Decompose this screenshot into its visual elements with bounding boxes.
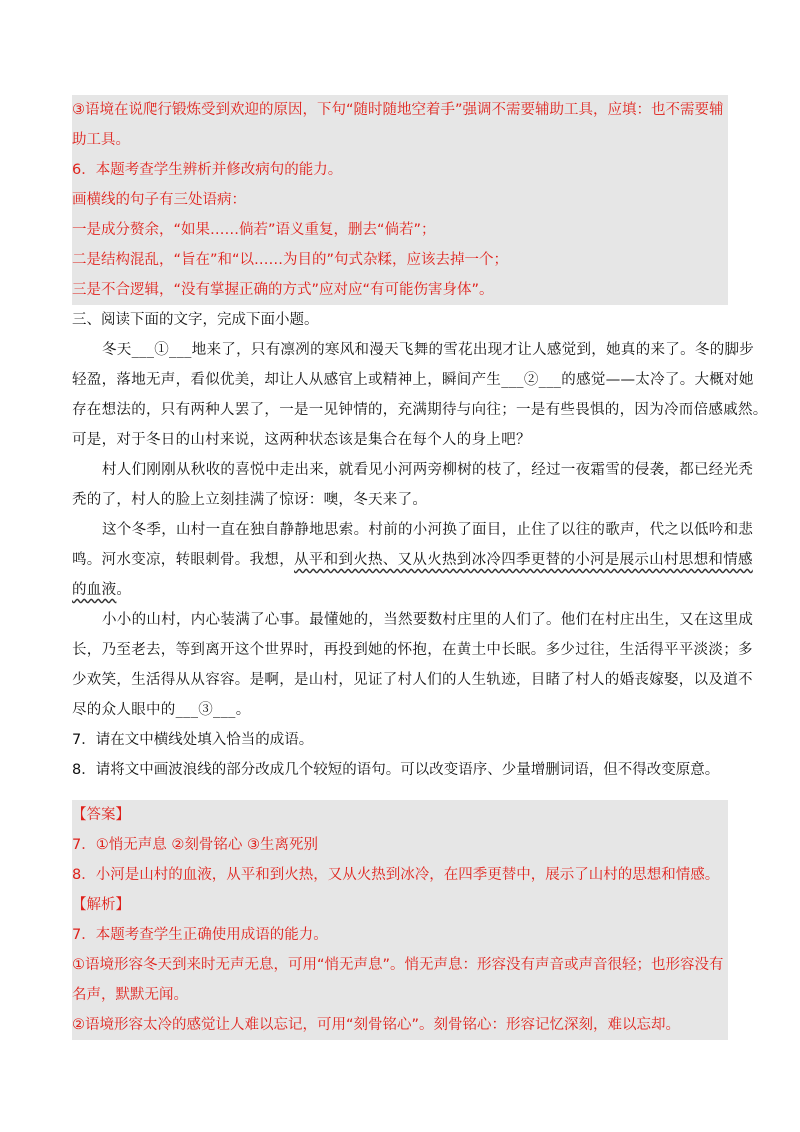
passage-text: 。 xyxy=(116,582,132,598)
answer-analysis-block-2 xyxy=(72,800,728,1040)
passage-line: 这个冬季，山村一直在独自静静地思索。村前的小河换了面目，止住了以往的歌声，代之以低吟和悲 xyxy=(102,522,754,538)
passage-line xyxy=(72,575,728,605)
answer-line: ③语境在说爬行锻炼受到欢迎的原因，下句“随时随地空着手”强调不需要辅助工具，应填：也不需要辅 xyxy=(72,102,724,118)
question-8: 8．请将文中画波浪线的部分改成几个较短的语句。可以改变语序、少量增删词语，但不得改变原意。 xyxy=(72,762,720,778)
passage-line: 长，乃至老去，等到离开这个世界时，再投到她的怀抱，在黄土中长眠。多少过往，生活得平平淡淡；多 xyxy=(72,642,753,658)
analysis-line: ①语境形容冬天到来时无声无息，可用“悄无声息”。悄无声息：形容没有声音或声音很轻；也形容没有 xyxy=(72,957,724,973)
passage-line: 轻盈，落地无声，看似优美，却让人从感官上或精神上，瞬间产生___②___的感觉——太冷了。大概对她 xyxy=(72,372,754,388)
section-heading-block xyxy=(72,305,728,335)
answer-line: 三是不合逻辑，“没有掌握正确的方式”应对应“有可能伤害身体”。 xyxy=(72,282,494,298)
passage-line: 冬天___①___地来了，只有凛冽的寒风和漫天飞舞的雪花出现才让人感觉到，她真的来了。冬的脚步 xyxy=(102,342,755,358)
answer-7: 7．①悄无声息 ②刻骨铭心 ③生离死别 xyxy=(72,837,318,853)
answer-line: 一是成分赘余，“如果……倘若”语义重复，删去“倘若”； xyxy=(72,222,436,238)
passage-line: 可是，对于冬日的山村来说，这两种状态该是集合在每个人的身上吧？ xyxy=(72,432,531,448)
answer-8: 8．小河是山村的血液，从平和到火热，又从火热到冰冷，在四季更替中，展示了山村的思想和情感。 xyxy=(72,867,720,883)
analysis-7: 7．本题考查学生正确使用成语的能力。 xyxy=(72,927,328,943)
wavy-underlined-sentence: 从平和到火热、又从火热到冰冷四季更替的小河是展示山村思想和情感 xyxy=(294,552,753,568)
passage-line: 小小的山村，内心装满了心事。最懂她的，当然要数村庄里的人们了。他们在村庄出生，又在这里成 xyxy=(102,612,754,628)
passage-line: 村人们刚刚从秋收的喜悦中走出来，就看见小河两旁柳树的枝了，经过一夜霜雪的侵袭，都已经光秃 xyxy=(102,462,754,478)
answer-label: 【答案】 xyxy=(72,807,130,823)
answer-line: 二是结构混乱，“旨在”和“以……为目的”句式杂糅，应该去掉一个； xyxy=(72,252,509,268)
question-7: 7．请在文中横线处填入恰当的成语。 xyxy=(72,732,314,748)
reading-passage xyxy=(72,335,768,725)
section-heading: 三、阅读下面的文字，完成下面小题。 xyxy=(72,312,319,328)
answer-line: 画横线的句子有三处语病： xyxy=(72,192,246,208)
analysis-label: 【解析】 xyxy=(72,897,130,913)
passage-line: 存在想法的，只有两种人罢了，一是一见钟情的，充满期待与向往；一是有些畏惧的，因为冷而倍感戚然。 xyxy=(72,402,768,418)
passage-text: 鸣。河水变凉，转眼刺骨。我想， xyxy=(72,552,294,568)
analysis-question-6: 6．本题考查学生辨析并修改病句的能力。 xyxy=(72,162,343,178)
analysis-line: ②语境形容太冷的感觉让人难以忘记，可用“刻骨铭心”。刻骨铭心：形容记忆深刻，难以忘却。 xyxy=(72,1017,681,1033)
wavy-underlined-sentence-end: 的血液 xyxy=(72,582,117,598)
passage-line xyxy=(72,545,753,575)
answer-analysis-block-1 xyxy=(72,95,728,305)
answer-line: 助工具。 xyxy=(72,132,130,148)
passage-line: 少欢笑，生活得从从容容。是啊，是山村，见证了村人们的人生轨迹，目睹了村人的婚丧嫁娶，以及道不 xyxy=(72,672,753,688)
analysis-line: 名声，默默无闻。 xyxy=(72,987,188,1003)
questions-block xyxy=(72,725,728,785)
passage-line: 尽的众人眼中的___③___。 xyxy=(72,702,251,718)
passage-line: 秃的了，村人的脸上立刻挂满了惊讶：噢，冬天来了。 xyxy=(72,492,428,508)
